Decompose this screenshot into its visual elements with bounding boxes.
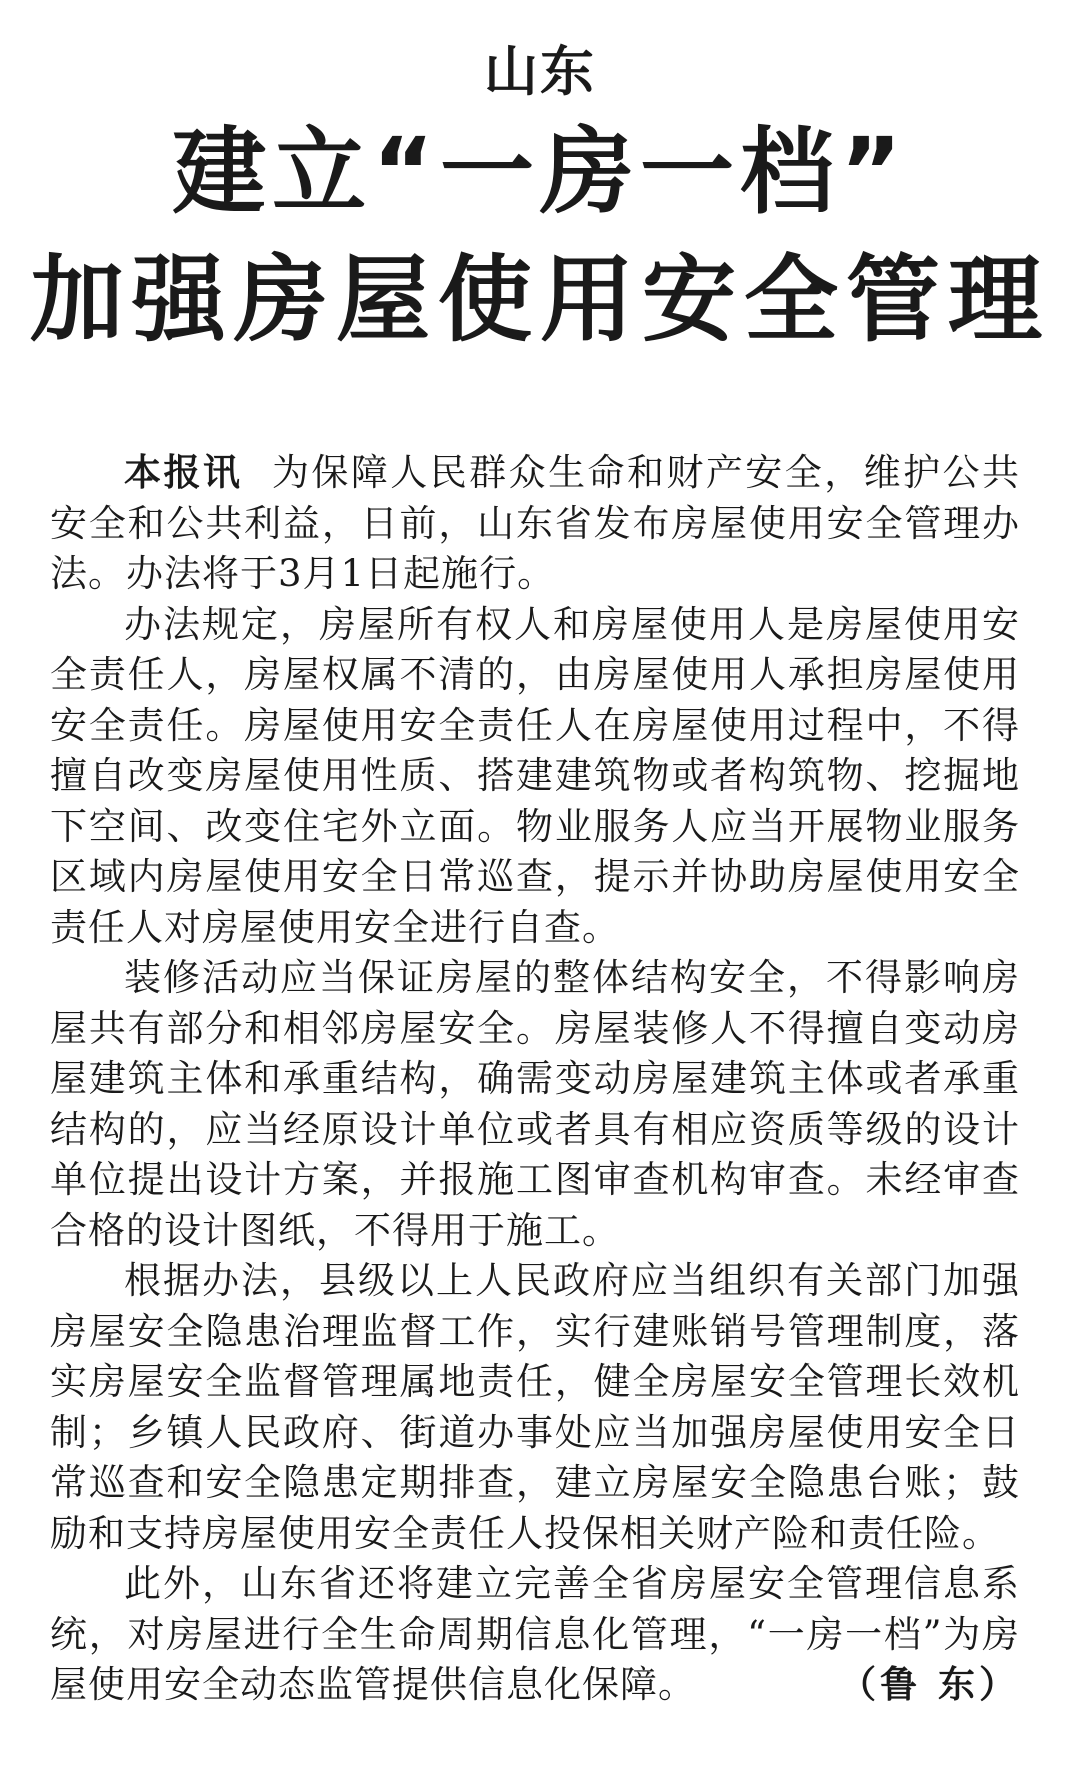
paragraph-2: 办法规定，房屋所有权人和房屋使用人是房屋使用安全责任人，房屋权属不清的，由房屋使用人承担房屋使用安全责任。房屋使用安全责任人在房屋使用过程中，不得擅自改变房屋使用性质、搭建建筑物或者构筑物、挖掘地下空间、改变住宅外立面。物业服务人应当开展物业服务区域内房屋使用安全日常巡查，提示并协助房屋使用安全责任人对房屋使用安全进行自查。 <box>50 602 1020 949</box>
paragraph-4: 根据办法，县级以上人民政府应当组织有关部门加强房屋安全隐患治理监督工作，实行建账销号管理制度，落实房屋安全监督管理属地责任，健全房屋安全管理长效机制；乡镇人民政府、街道办事处应当加强房屋使用安全日常巡查和安全隐患定期排查，建立房屋安全隐患台账；鼓励和支持房屋使用安全责任人投保相关财产险和责任险。 <box>50 1259 1020 1555</box>
kicker-title: 山东 <box>484 40 596 103</box>
headline-line-1: 建立“一房一档” <box>172 118 908 227</box>
headline-line-2: 加强房屋使用安全管理 <box>29 246 1050 355</box>
paragraph-5 <box>50 1559 1020 1711</box>
article-body <box>50 448 1020 1711</box>
paragraph-5-text: 此外，山东省还将建立完善全省房屋安全管理信息系统，对房屋进行全生命周期信息化管理，“一房一档”为房屋使用安全动态监管提供信息化保障。 <box>50 1562 1020 1706</box>
lead-tag: 本报讯 <box>124 451 243 494</box>
byline: （鲁 东） <box>839 1663 1020 1706</box>
paragraph-1 <box>50 448 1020 600</box>
paragraph-3: 装修活动应当保证房屋的整体结构安全，不得影响房屋共有部分和相邻房屋安全。房屋装修人不得擅自变动房屋建筑主体和承重结构，确需变动房屋建筑主体或者承重结构的，应当经原设计单位或者具有相应资质等级的设计单位提出设计方案，并报施工图审查机构审查。未经审查合格的设计图纸，不得用于施工。 <box>50 956 1020 1252</box>
paragraph-1-text: 为保障人民群众生命和财产安全，维护公共安全和公共利益，日前，山东省发布房屋使用安全管理办法。办法将于3月1日起施行。 <box>50 451 1020 595</box>
